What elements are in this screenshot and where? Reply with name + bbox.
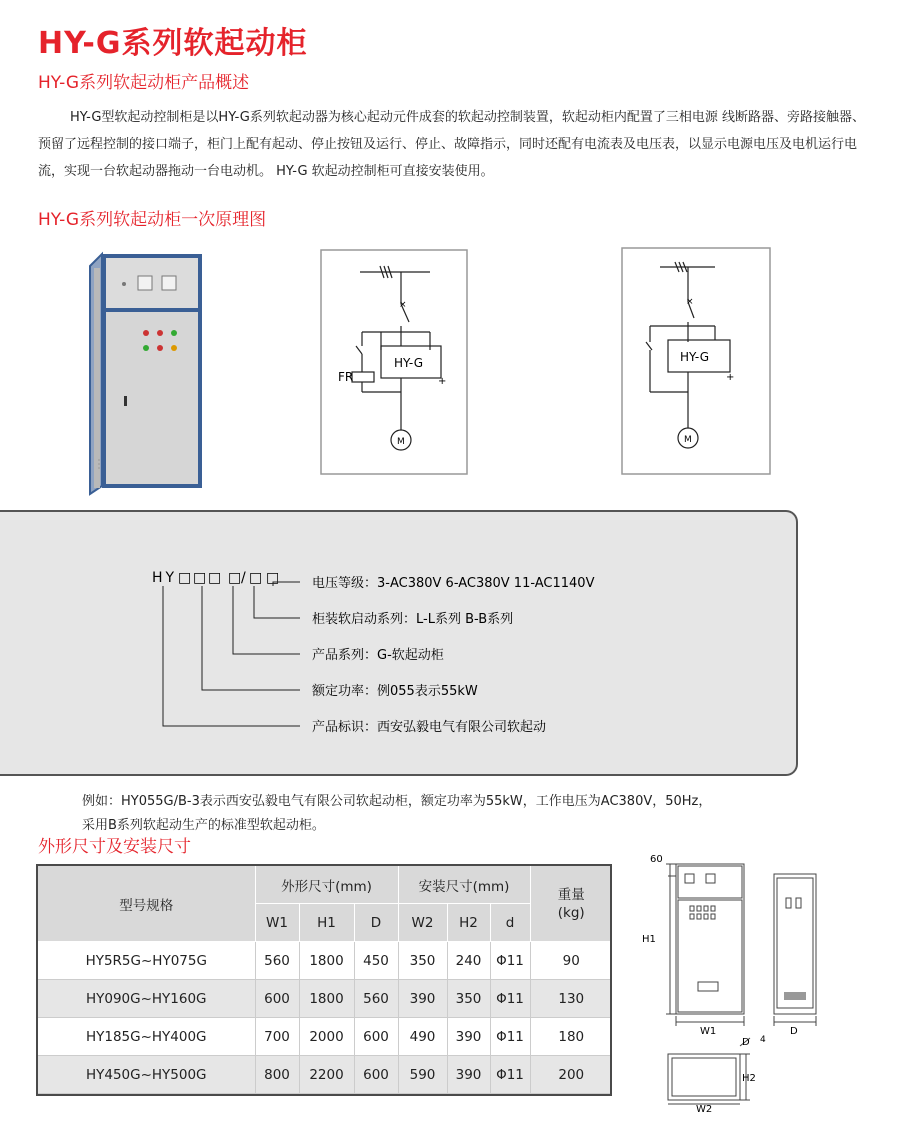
cell-weight: 130 [530,980,612,1018]
model-code-box-1: □ [178,570,192,586]
header-hole: d [490,904,530,942]
dim-label-d: D [790,1026,798,1037]
schematic-left-plus: + [438,376,447,387]
dim-label-d-hole: D [742,1037,750,1048]
dimensions-heading: 外形尺寸及安装尺寸 [38,837,191,857]
model-code-box-2: □ [193,570,207,586]
model-code-item-product: 产品系列：G-软起动柜 [312,648,444,663]
diagram-heading: HY-G系列软起动柜一次原理图 [38,210,267,230]
model-code-box-6: □ [266,570,280,586]
cell-h1: 1800 [299,980,354,1018]
cell-h2: 390 [447,1056,490,1094]
svg-text:×: × [399,300,407,310]
dim-label-h1: H1 [642,934,656,945]
cell-w1: 800 [255,1056,299,1094]
cell-hole: Φ11 [490,1056,530,1094]
example-line-1: 例如：HY055G/B-3表示西安弘毅电气有限公司软起动柜，额定功率为55kW，工作电压为AC380V，50Hz， [82,794,712,809]
table-row [38,1056,612,1094]
dimension-drawing [628,850,838,1112]
cell-hole: Φ11 [490,980,530,1018]
header-w1: W1 [255,904,299,942]
dim-label-hole4: 4 [760,1035,766,1045]
header-w2: W2 [398,904,447,942]
cell-w2: 350 [398,942,447,980]
spec-table [38,866,612,1094]
overview-paragraph: HY-G型软起动控制柜是以HY-G系列软起动器为核心起动元件成套的软起动控制装置，软起动柜内配置了三相电源 线断路器、旁路接触器、预留了远程控制的接口端子，柜门上配有起动、停止按钮及运行、停止、故障指示，同时还配有电流表及电压表，以显示电源电压及电机运行电流，实现一台软起动器拖动一台电动机。 HY-G 软起动控制柜可直接安装使用。 [38,110,865,179]
cell-d: 600 [354,1056,398,1094]
cell-w2: 590 [398,1056,447,1094]
model-code-box-5: □ [249,570,263,586]
svg-text:×: × [686,297,694,307]
cell-h2: 240 [447,942,490,980]
cell-w2: 390 [398,980,447,1018]
header-outer: 外形尺寸(mm) [255,866,398,904]
cell-h1: 2000 [299,1018,354,1056]
cell-h1: 2200 [299,1056,354,1094]
cell-model: HY185G~HY400G [38,1018,255,1056]
dim-label-w1: W1 [700,1026,717,1037]
schematic-left-fr: FR [338,370,354,384]
header-weight: 重量 (kg) [530,866,612,942]
model-code-box-4: □ [228,570,242,586]
model-code-item-power: 额定功率：例055表示55kW [312,684,478,699]
schematic-left-device: HY-G [394,356,423,370]
example-text [82,790,711,838]
cell-d: 600 [354,1018,398,1056]
cabinet-photo [80,248,210,498]
model-code-diagram [0,510,798,776]
cell-w1: 600 [255,980,299,1018]
schematic-right-device: HY-G [680,350,709,364]
cell-h1: 1800 [299,942,354,980]
cell-model: HY090G~HY160G [38,980,255,1018]
cell-weight: 90 [530,942,612,980]
cell-w1: 700 [255,1018,299,1056]
header-d: D [354,904,398,942]
model-code-slash: / [241,570,246,586]
cell-d: 450 [354,942,398,980]
example-line-2: 采用B系列软起动生产的标准型软起动柜。 [82,818,325,833]
model-code-item-voltage: 电压等级：3-AC380V 6-AC380V 11-AC1140V [312,576,595,591]
header-h1: H1 [299,904,354,942]
header-h2: H2 [447,904,490,942]
cell-weight: 180 [530,1018,612,1056]
schematic-right-motor: M [684,435,692,445]
model-code-item-brand: 产品标识：西安弘毅电气有限公司软起动 [312,720,547,735]
cell-hole: Φ11 [490,1018,530,1056]
dim-label-h2: H2 [742,1073,756,1084]
cell-d: 560 [354,980,398,1018]
dim-label-w2: W2 [696,1104,713,1112]
cell-model: HY450G~HY500G [38,1056,255,1094]
cell-model: HY5R5G~HY075G [38,942,255,980]
overview-heading: HY-G系列软起动柜产品概述 [38,73,250,93]
page-title: HY-G系列软起动柜 [38,26,308,61]
model-code-item-series: 柜装软启动系列：L-L系列 B-B系列 [312,612,514,627]
cell-h2: 350 [447,980,490,1018]
dim-label-top: 60 [650,854,663,865]
model-code-prefix: HY [152,570,178,586]
table-row [38,1018,612,1056]
schematic-right-plus: + [726,372,735,383]
schematic-basic [620,246,780,476]
cell-h2: 390 [447,1018,490,1056]
cell-w2: 490 [398,1018,447,1056]
header-model: 型号规格 [38,866,255,942]
table-row [38,980,612,1018]
header-install: 安装尺寸(mm) [398,866,530,904]
schematic-with-fr [300,242,490,482]
cell-w1: 560 [255,942,299,980]
model-code-box-3: □ [208,570,222,586]
table-row [38,942,612,980]
cell-hole: Φ11 [490,942,530,980]
schematic-left-motor: M [397,437,405,447]
cell-weight: 200 [530,1056,612,1094]
